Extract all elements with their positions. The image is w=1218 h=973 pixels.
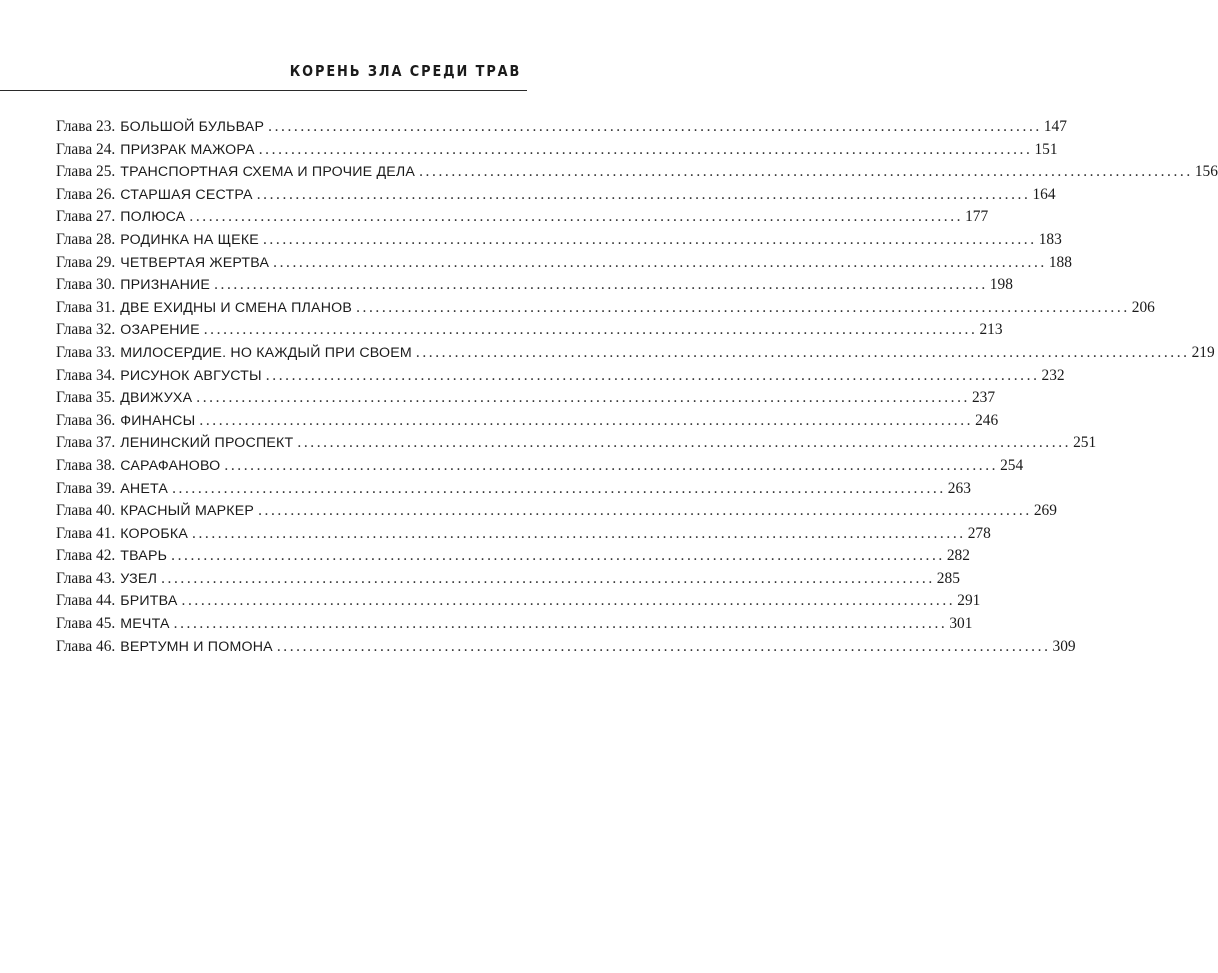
chapter-title: РОДИНКА НА ЩЕКЕ xyxy=(120,231,259,248)
chapter-number: Глава 35. xyxy=(56,389,116,407)
page-number: 282 xyxy=(946,547,970,565)
chapter-number: Глава 39. xyxy=(56,479,116,497)
chapter-number: Глава 41. xyxy=(56,524,116,542)
chapter-number: Глава 25. xyxy=(56,163,116,181)
toc-entry xyxy=(56,545,970,568)
chapter-title: МИЛОСЕРДИЕ. НО КАЖДЫЙ ПРИ СВОЕМ xyxy=(120,344,412,361)
chapter-title: КОРОБКА xyxy=(120,525,188,542)
chapter-title: РИСУНОК АВГУСТЫ xyxy=(120,367,262,384)
chapter-title: ПРИЗНАНИЕ xyxy=(120,277,211,294)
page-number: 156 xyxy=(1194,163,1218,181)
chapter-number: Глава 30. xyxy=(56,276,116,294)
chapter-number: Глава 23. xyxy=(56,118,116,135)
toc-entry xyxy=(56,252,1072,275)
page-number: 301 xyxy=(949,615,973,633)
chapter-title: ЛЕНИНСКИЙ ПРОСПЕКТ xyxy=(120,435,294,452)
chapter-title: ЧЕТВЕРТАЯ ЖЕРТВА xyxy=(120,254,270,271)
page-number: 269 xyxy=(1033,502,1057,520)
chapter-number: Глава 36. xyxy=(56,411,116,429)
toc-entry xyxy=(56,590,981,613)
leader-dots: ........................................................................................................................ xyxy=(203,321,978,339)
toc-entry xyxy=(56,500,1057,523)
leader-dots: ........................................................................................................................ xyxy=(189,208,964,226)
page-number: 278 xyxy=(967,524,991,542)
page-number: 147 xyxy=(1043,118,1067,135)
toc-entry xyxy=(56,116,1067,139)
leader-dots: ........................................................................................................................ xyxy=(297,434,1072,452)
chapter-number: Глава 31. xyxy=(56,298,116,316)
chapter-title: ТРАНСПОРТНАЯ СХЕМА И ПРОЧИЕ ДЕЛА xyxy=(120,164,416,181)
page-number: 291 xyxy=(957,592,981,610)
chapter-number: Глава 40. xyxy=(56,502,116,520)
chapter-number: Глава 34. xyxy=(56,366,116,384)
chapter-number: Глава 45. xyxy=(56,615,116,633)
leader-dots: ........................................................................................................................ xyxy=(258,140,1033,158)
leader-dots: ........................................................................................................................ xyxy=(415,343,1190,361)
chapter-number: Глава 28. xyxy=(56,230,116,248)
chapter-title: ПОЛЮСА xyxy=(120,209,186,226)
leader-dots: ........................................................................................................................ xyxy=(172,479,946,497)
chapter-title: ТВАРЬ xyxy=(120,548,168,565)
chapter-number: Глава 33. xyxy=(56,343,116,361)
chapter-title: ОЗАРЕНИЕ xyxy=(120,322,200,339)
leader-dots: ........................................................................................................................ xyxy=(256,185,1031,203)
chapter-number: Глава 24. xyxy=(56,140,116,158)
chapter-number: Глава 29. xyxy=(56,253,116,271)
page-number: 232 xyxy=(1041,366,1065,384)
page-number: 237 xyxy=(971,389,996,407)
chapter-number: Глава 32. xyxy=(56,321,116,339)
chapter-number: Глава 38. xyxy=(56,456,116,474)
chapter-title: ВЕРТУМН И ПОМОНА xyxy=(120,638,273,655)
chapter-title: СТАРШАЯ СЕСТРА xyxy=(120,186,253,203)
chapter-title: КРАСНЫЙ МАРКЕР xyxy=(120,503,255,520)
running-head: КОРЕНЬ ЗЛА СРЕДИ ТРАВ xyxy=(289,62,521,80)
page-number: 254 xyxy=(1000,456,1024,474)
chapter-title: МЕЧТА xyxy=(120,616,170,633)
leader-dots: ........................................................................................................................ xyxy=(171,547,945,565)
leader-dots: ........................................................................................................................ xyxy=(356,298,1130,316)
toc-entry xyxy=(56,206,989,229)
toc-entry xyxy=(56,161,1218,184)
toc-entry xyxy=(56,342,1215,365)
chapter-number: Глава 37. xyxy=(56,434,116,452)
leader-dots: ........................................................................................................................ xyxy=(196,389,970,407)
page-number: 188 xyxy=(1048,253,1072,271)
leader-dots: ........................................................................................................................ xyxy=(265,366,1040,384)
chapter-title: БОЛЬШОЙ БУЛЬВАР xyxy=(120,119,265,135)
toc-entry xyxy=(56,432,1097,455)
chapter-title: САРАФАНОВО xyxy=(120,457,221,474)
page-number: 198 xyxy=(989,276,1013,294)
chapter-title: ПРИЗРАК МАЖОРА xyxy=(120,141,255,158)
page-number: 263 xyxy=(947,479,971,497)
chapter-number: Глава 42. xyxy=(56,547,116,565)
leader-dots: ........................................................................................................................ xyxy=(181,592,956,610)
chapter-title: ФИНАНСЫ xyxy=(120,412,196,429)
leader-dots: ........................................................................................................................ xyxy=(199,411,974,429)
page-number: 164 xyxy=(1032,185,1056,203)
toc-entry xyxy=(56,410,999,433)
leader-dots: ........................................................................................................................ xyxy=(262,230,1037,248)
leader-dots: ........................................................................................................................ xyxy=(214,276,988,294)
page-number: 183 xyxy=(1038,230,1062,248)
page-number: 151 xyxy=(1034,140,1058,158)
toc-entry xyxy=(56,184,1056,207)
toc-entry xyxy=(56,387,996,410)
page-number: 309 xyxy=(1052,637,1076,655)
chapter-title: ДВИЖУХА xyxy=(120,390,193,407)
toc-entry xyxy=(56,523,991,546)
table-of-contents xyxy=(56,116,1218,658)
toc-entry xyxy=(56,297,1155,320)
page-number: 219 xyxy=(1191,343,1215,361)
page-number: 285 xyxy=(936,569,960,587)
chapter-title: АНЕТА xyxy=(120,480,169,497)
chapter-title: УЗЕЛ xyxy=(120,570,158,587)
toc-entry xyxy=(56,568,960,591)
header-rule xyxy=(0,90,527,91)
leader-dots: ........................................................................................................................ xyxy=(192,524,966,542)
toc-entry xyxy=(56,139,1058,162)
toc-entry xyxy=(56,613,973,636)
toc-entry xyxy=(56,478,971,501)
chapter-title: БРИТВА xyxy=(120,593,178,610)
toc-entry xyxy=(56,365,1065,388)
leader-dots: ........................................................................................................................ xyxy=(258,502,1032,520)
chapter-number: Глава 43. xyxy=(56,569,116,587)
chapter-number: Глава 46. xyxy=(56,637,116,655)
toc-entry xyxy=(56,636,1076,659)
leader-dots: ........................................................................................................................ xyxy=(276,637,1051,655)
chapter-number: Глава 44. xyxy=(56,592,116,610)
toc-entry xyxy=(56,229,1062,252)
leader-dots: ........................................................................................................................ xyxy=(161,569,935,587)
leader-dots: ........................................................................................................................ xyxy=(224,456,999,474)
chapter-number: Глава 26. xyxy=(56,185,116,203)
toc-entry xyxy=(56,319,1003,342)
toc-entry xyxy=(56,455,1024,478)
page-number: 177 xyxy=(965,208,989,226)
page-number: 246 xyxy=(975,411,999,429)
page-number: 251 xyxy=(1073,434,1097,452)
chapter-title: ДВЕ ЕХИДНЫ И СМЕНА ПЛАНОВ xyxy=(120,299,353,316)
page-number: 213 xyxy=(979,321,1003,339)
toc-entry xyxy=(56,274,1013,297)
page-number: 206 xyxy=(1131,298,1155,316)
leader-dots: ........................................................................................................................ xyxy=(268,118,1042,135)
chapter-number: Глава 27. xyxy=(56,208,116,226)
leader-dots: ........................................................................................................................ xyxy=(419,163,1193,181)
leader-dots: ........................................................................................................................ xyxy=(273,253,1047,271)
leader-dots: ........................................................................................................................ xyxy=(173,615,948,633)
